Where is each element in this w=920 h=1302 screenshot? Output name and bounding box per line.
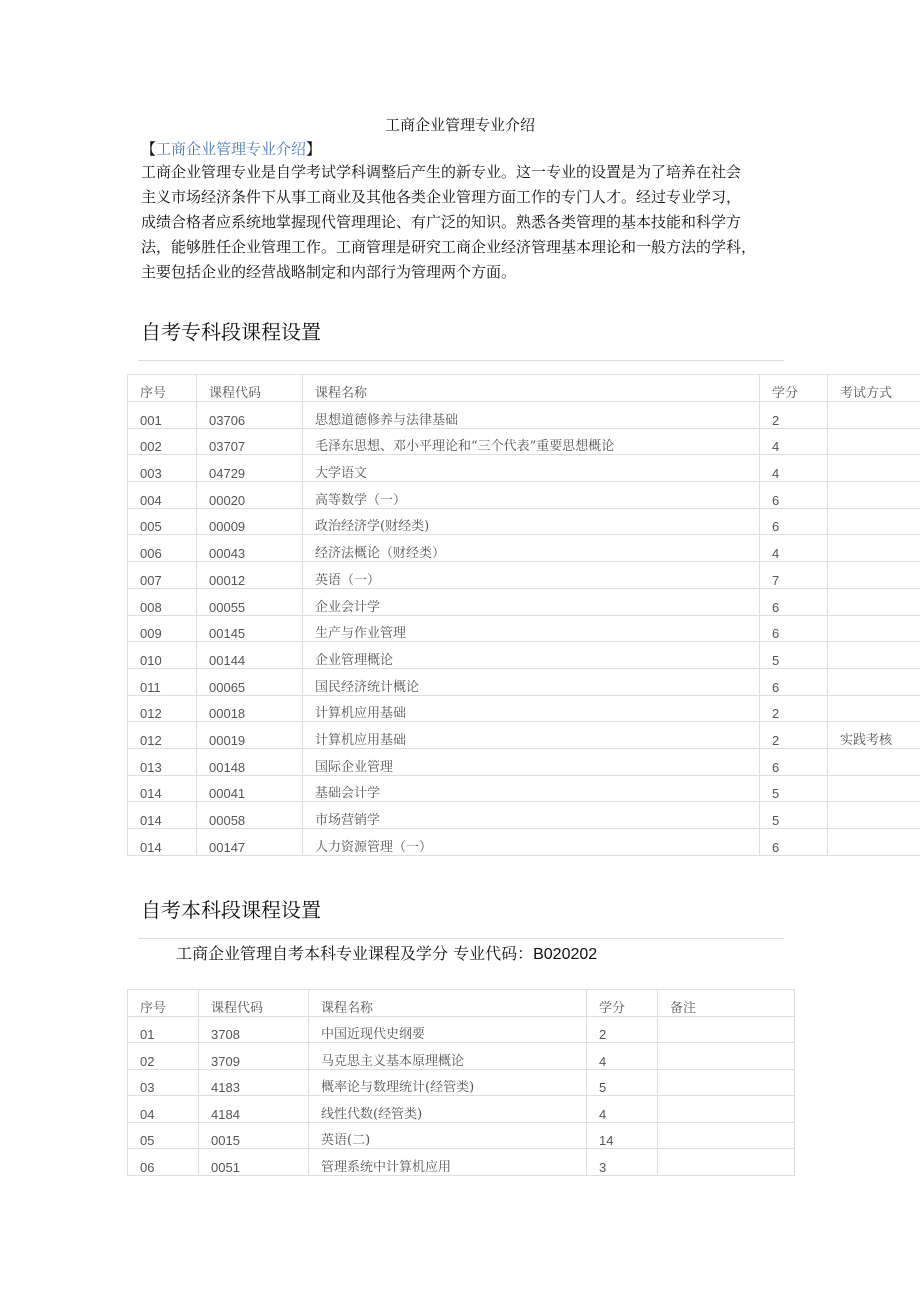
table-row (128, 642, 920, 669)
cell-code: 4183 (199, 1069, 309, 1096)
cell-code: 04729 (197, 455, 303, 482)
cell-seq: 001 (128, 402, 197, 429)
cell-seq: 013 (128, 748, 197, 775)
header-seq: 序号 (128, 375, 197, 402)
cell-note (828, 695, 920, 722)
benke-subtitle-text: 工商企业管理自考本科专业课程及学分 专业代码： (176, 944, 534, 963)
cell-note (828, 402, 920, 429)
cell-credit: 5 (587, 1069, 658, 1096)
cell-note (828, 508, 920, 535)
cell-note (828, 615, 920, 642)
intro-link-line (141, 138, 321, 159)
cell-note (658, 1096, 795, 1123)
cell-note (828, 802, 920, 829)
cell-note (828, 482, 920, 509)
cell-name: 思想道德修养与法律基础 (303, 402, 760, 429)
cell-seq: 011 (128, 668, 197, 695)
cell-note (658, 1016, 795, 1043)
cell-code: 00144 (197, 642, 303, 669)
cell-code: 00148 (197, 748, 303, 775)
cell-credit: 4 (760, 428, 828, 455)
table-row (128, 615, 920, 642)
table-row (128, 1149, 795, 1176)
intro-line: 法，能够胜任企业管理工作。工商管理是研究工商企业经济管理基本理论和一般方法的学科， (141, 238, 757, 256)
cell-seq: 02 (128, 1043, 199, 1070)
header-note: 考试方式 (828, 375, 920, 402)
cell-seq: 004 (128, 482, 197, 509)
cell-code: 03706 (197, 402, 303, 429)
cell-credit: 6 (760, 482, 828, 509)
cell-code: 0051 (199, 1149, 309, 1176)
header-name: 课程名称 (309, 990, 587, 1017)
cell-code: 03707 (197, 428, 303, 455)
intro-line: 主义市场经济条件下从事工商业及其他各类企业管理方面工作的专门人才。经过专业学习， (141, 188, 742, 206)
header-seq: 序号 (128, 990, 199, 1017)
table-row (128, 802, 920, 829)
cell-seq: 04 (128, 1096, 199, 1123)
header-code: 课程代码 (199, 990, 309, 1017)
cell-seq: 010 (128, 642, 197, 669)
cell-seq: 012 (128, 695, 197, 722)
header-code: 课程代码 (197, 375, 303, 402)
table-row (128, 748, 920, 775)
table-row (128, 1016, 795, 1043)
table-row (128, 455, 920, 482)
cell-credit: 4 (587, 1096, 658, 1123)
cell-name: 英语（一） (303, 562, 760, 589)
table-row (128, 508, 920, 535)
cell-credit: 5 (760, 775, 828, 802)
cell-seq: 012 (128, 722, 197, 749)
table-row (128, 775, 920, 802)
cell-credit: 7 (760, 562, 828, 589)
table-row (128, 695, 920, 722)
cell-code: 00145 (197, 615, 303, 642)
cell-credit: 6 (760, 615, 828, 642)
cell-note (828, 668, 920, 695)
cell-credit: 5 (760, 802, 828, 829)
cell-name: 计算机应用基础 (303, 695, 760, 722)
cell-code: 00043 (197, 535, 303, 562)
table-header-row (128, 375, 920, 402)
table-row (128, 1096, 795, 1123)
cell-credit: 6 (760, 829, 828, 856)
header-credit: 学分 (760, 375, 828, 402)
table-row (128, 535, 920, 562)
cell-seq: 03 (128, 1069, 199, 1096)
cell-credit: 2 (760, 695, 828, 722)
table-row (128, 722, 920, 749)
table-row (128, 668, 920, 695)
cell-credit: 2 (587, 1016, 658, 1043)
benke-subtitle (176, 941, 597, 964)
cell-name: 基础会计学 (303, 775, 760, 802)
cell-code: 3708 (199, 1016, 309, 1043)
cell-seq: 003 (128, 455, 197, 482)
section-heading-benke: 自考本科段课程设置 (141, 898, 321, 922)
cell-note: 实践考核 (828, 722, 920, 749)
cell-code: 00018 (197, 695, 303, 722)
table-row (128, 1069, 795, 1096)
cell-seq: 06 (128, 1149, 199, 1176)
cell-name: 市场营销学 (303, 802, 760, 829)
cell-note (828, 829, 920, 856)
cell-credit: 6 (760, 588, 828, 615)
cell-name: 毛泽东思想、邓小平理论和“三个代表”重要思想概论 (303, 428, 760, 455)
table-row (128, 482, 920, 509)
cell-note (828, 588, 920, 615)
cell-credit: 2 (760, 402, 828, 429)
cell-note (658, 1149, 795, 1176)
cell-seq: 009 (128, 615, 197, 642)
cell-name: 英语(二) (309, 1122, 587, 1149)
table-row (128, 588, 920, 615)
cell-name: 计算机应用基础 (303, 722, 760, 749)
table-row (128, 428, 920, 455)
cell-note (828, 428, 920, 455)
cell-code: 4184 (199, 1096, 309, 1123)
cell-seq: 05 (128, 1122, 199, 1149)
table-row (128, 402, 920, 429)
cell-seq: 005 (128, 508, 197, 535)
cell-note (658, 1122, 795, 1149)
intro-line: 主要包括企业的经营战略制定和内部行为管理两个方面。 (141, 263, 517, 281)
cell-code: 00147 (197, 829, 303, 856)
cell-name: 企业管理概论 (303, 642, 760, 669)
cell-note (828, 748, 920, 775)
cell-name: 人力资源管理（一） (303, 829, 760, 856)
cell-name: 国际企业管理 (303, 748, 760, 775)
cell-name: 政治经济学(财经类) (303, 508, 760, 535)
cell-name: 线性代数(经管类) (309, 1096, 587, 1123)
cell-name: 管理系统中计算机应用 (309, 1149, 587, 1176)
cell-name: 大学语文 (303, 455, 760, 482)
cell-credit: 5 (760, 642, 828, 669)
section-heading-zhuanke: 自考专科段课程设置 (141, 320, 321, 344)
cell-name: 国民经济统计概论 (303, 668, 760, 695)
header-credit: 学分 (587, 990, 658, 1017)
cell-code: 00065 (197, 668, 303, 695)
cell-note (828, 455, 920, 482)
cell-seq: 014 (128, 775, 197, 802)
table-row (128, 1122, 795, 1149)
cell-credit: 3 (587, 1149, 658, 1176)
cell-name: 概率论与数理统计(经管类) (309, 1069, 587, 1096)
benke-course-table (127, 989, 795, 1176)
cell-name: 马克思主义基本原理概论 (309, 1043, 587, 1070)
table-row (128, 1043, 795, 1070)
divider (138, 938, 784, 939)
cell-seq: 014 (128, 829, 197, 856)
cell-name: 中国近现代史纲要 (309, 1016, 587, 1043)
intro-line: 工商企业管理专业是自学考试学科调整后产生的新专业。这一专业的设置是为了培养在社会 (141, 163, 742, 181)
cell-note (828, 775, 920, 802)
cell-seq: 007 (128, 562, 197, 589)
cell-credit: 14 (587, 1122, 658, 1149)
intro-line: 成绩合格者应系统地掌握现代管理理论、有广泛的知识。熟悉各类管理的基本技能和科学方 (141, 213, 742, 231)
cell-name: 经济法概论（财经类） (303, 535, 760, 562)
cell-credit: 2 (760, 722, 828, 749)
cell-credit: 4 (587, 1043, 658, 1070)
cell-credit: 4 (760, 535, 828, 562)
cell-credit: 6 (760, 668, 828, 695)
divider (138, 360, 784, 361)
intro-paragraph (141, 160, 786, 285)
cell-code: 0015 (199, 1122, 309, 1149)
cell-seq: 01 (128, 1016, 199, 1043)
cell-seq: 006 (128, 535, 197, 562)
cell-code: 00019 (197, 722, 303, 749)
cell-code: 00009 (197, 508, 303, 535)
intro-link[interactable]: 工商企业管理专业介绍 (156, 140, 307, 158)
header-note: 备注 (658, 990, 795, 1017)
zhuanke-course-table (127, 374, 920, 856)
cell-name: 企业会计学 (303, 588, 760, 615)
cell-credit: 6 (760, 508, 828, 535)
cell-code: 3709 (199, 1043, 309, 1070)
cell-code: 00058 (197, 802, 303, 829)
page-title: 工商企业管理专业介绍 (384, 116, 535, 134)
cell-note (828, 562, 920, 589)
header-name: 课程名称 (303, 375, 760, 402)
table-row (128, 829, 920, 856)
cell-seq: 002 (128, 428, 197, 455)
cell-code: 00012 (197, 562, 303, 589)
open-bracket: 【 (141, 140, 157, 158)
cell-code: 00041 (197, 775, 303, 802)
cell-name: 生产与作业管理 (303, 615, 760, 642)
cell-credit: 6 (760, 748, 828, 775)
cell-note (658, 1069, 795, 1096)
cell-credit: 4 (760, 455, 828, 482)
table-header-row (128, 990, 795, 1017)
cell-note (658, 1043, 795, 1070)
cell-seq: 014 (128, 802, 197, 829)
cell-name: 高等数学（一） (303, 482, 760, 509)
cell-seq: 008 (128, 588, 197, 615)
cell-code: 00055 (197, 588, 303, 615)
close-bracket: 】 (306, 140, 322, 158)
major-code: B020202 (533, 946, 598, 963)
cell-note (828, 642, 920, 669)
table-row (128, 562, 920, 589)
cell-code: 00020 (197, 482, 303, 509)
cell-note (828, 535, 920, 562)
